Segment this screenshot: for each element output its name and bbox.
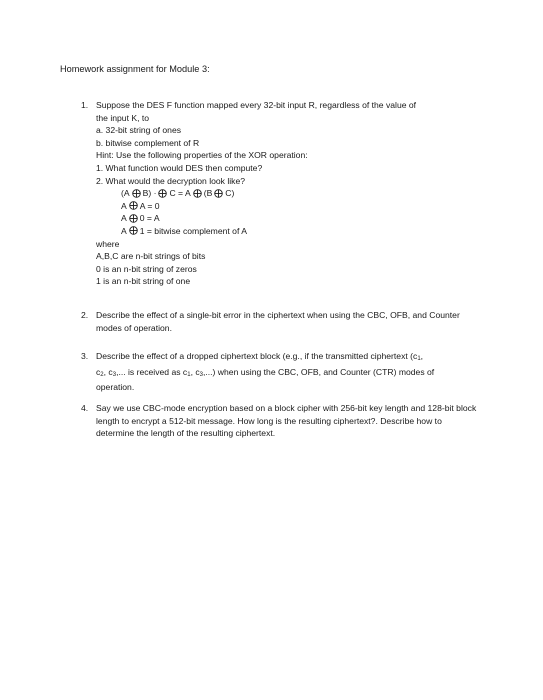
question-text-line: b. bitwise complement of R (96, 137, 200, 148)
question-number: 3. (81, 351, 89, 361)
question-body (96, 309, 491, 334)
question-4 (81, 402, 491, 440)
question-number: 4. (81, 403, 89, 413)
xor-icon (129, 226, 138, 235)
question-number: 2. (81, 310, 89, 320)
xor-property (121, 225, 491, 238)
xor-icon (132, 189, 141, 198)
xor-icon (158, 189, 167, 198)
formula-text: A (121, 225, 127, 236)
question-text-line: operation. (96, 382, 135, 393)
xor-icon (129, 214, 138, 223)
xor-properties-list (96, 187, 491, 237)
formula-text: C) (225, 188, 235, 199)
where-line: 0 is an n-bit string of zeros (96, 263, 197, 274)
question-text-line: Hint: Use the following properties of the XOR operation: (96, 150, 308, 161)
where-line: A,B,C are n-bit strings of bits (96, 251, 206, 262)
question-body (96, 402, 491, 440)
formula-text: A = 0 (139, 200, 160, 211)
formula-text: A (121, 213, 127, 224)
question-body (96, 99, 491, 288)
formula-text: C = A (169, 188, 191, 199)
formula-text: B) · (142, 188, 157, 199)
question-1 (81, 99, 491, 288)
question-text-line: 2. What would the decryption look like? (96, 175, 246, 186)
xor-icon (129, 201, 138, 210)
question-text-line: Suppose the DES F function mapped every 32-bit input R, regardless of the value of (96, 100, 417, 110)
xor-property (121, 187, 491, 200)
question-2 (81, 309, 491, 334)
xor-property (121, 200, 491, 213)
question-text-line: c2, c3,... is received as c1, c3,...) when using the CBC, OFB, and Counter (CTR) modes of (96, 366, 435, 378)
question-3 (81, 350, 491, 394)
formula-text: 1 = bitwise complement of A (139, 225, 247, 236)
question-text-line: 1. What function would DES then compute? (96, 162, 263, 173)
where-line: 1 is an n-bit string of one (96, 276, 191, 287)
document-title: Homework assignment for Module 3: (60, 64, 210, 74)
question-text: Say we use CBC-mode encryption based on a block cipher with 256-bit key length and 128-bit block length to encrypt a 512-bit message. How long is the resulting ciphertext?. Describe how to determine the length of the resulting ciphertext. (96, 403, 477, 439)
xor-property (121, 212, 491, 225)
xor-icon (193, 189, 202, 198)
formula-text: A (121, 200, 127, 211)
question-text-line: Describe the effect of a dropped ciphertext block (e.g., if the transmitted ciphertext (c1, (96, 351, 424, 362)
question-text-line: a. 32-bit string of ones (96, 125, 182, 136)
xor-icon (214, 189, 223, 198)
formula-text: 0 = A (139, 213, 160, 224)
question-body (96, 350, 491, 394)
question-number: 1. (81, 100, 89, 110)
where-line: where (96, 238, 120, 249)
question-text: Describe the effect of a single-bit error in the ciphertext when using the CBC, OFB, and Counter modes of operation. (96, 310, 460, 333)
formula-text: (B (203, 188, 213, 199)
question-text-line: the input K, to (96, 112, 150, 123)
formula-text: (A (121, 188, 130, 199)
